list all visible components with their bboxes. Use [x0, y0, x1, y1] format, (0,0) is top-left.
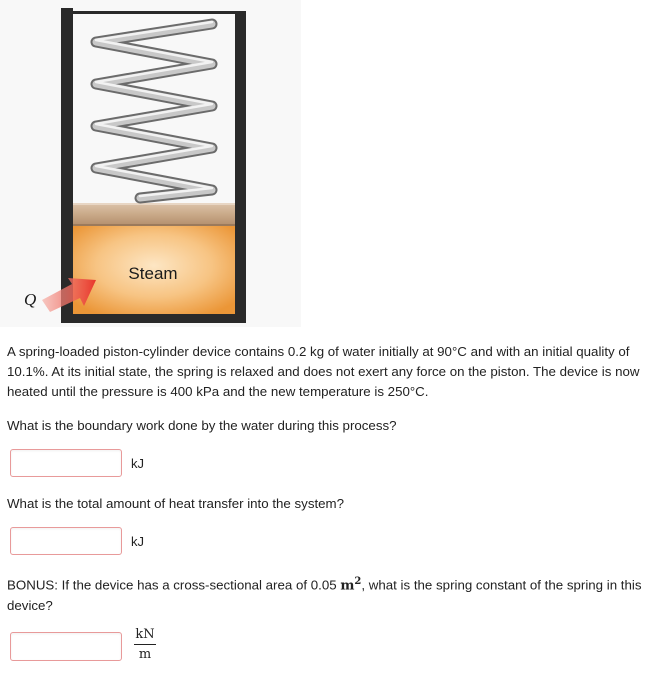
area-unit: m — [340, 578, 355, 594]
steam-label: Steam — [128, 264, 178, 283]
bonus-text-after: , what is the spring constant of the spring in this device? — [7, 577, 642, 614]
bonus-text-before: BONUS: If the device has a cross-sectional area of 0.05 — [7, 577, 341, 593]
unit-numerator: kN — [135, 627, 155, 642]
boundary-work-input[interactable] — [10, 449, 122, 477]
cylinder-right-wall — [235, 14, 246, 321]
piston-cylinder-figure — [0, 0, 301, 327]
boundary-work-unit: kJ — [131, 456, 144, 471]
piston — [73, 203, 235, 226]
area-exponent: 2 — [354, 576, 362, 587]
cylinder-top-stop — [61, 11, 246, 14]
spring-constant-unit — [133, 627, 157, 662]
heat-transfer-input[interactable] — [10, 527, 122, 555]
spring-constant-input[interactable] — [10, 632, 122, 661]
piston-cylinder-diagram — [0, 0, 301, 327]
bonus-question — [7, 572, 645, 616]
cylinder-bottom — [61, 314, 246, 323]
unit-denominator: m — [138, 647, 152, 662]
cylinder-left-wall — [61, 8, 73, 321]
heat-transfer-unit: kJ — [131, 534, 144, 549]
question-boundary-work: What is the boundary work done by the water during this process? — [7, 418, 397, 433]
heat-label: Q — [24, 290, 37, 309]
question-heat-transfer: What is the total amount of heat transfer into the system? — [7, 496, 345, 511]
problem-statement: A spring-loaded piston-cylinder device contains 0.2 kg of water initially at 90°C and with an initial quality of 10.1%. At its initial state, the spring is relaxed and does not exert any force on the piston. The device is now heated until the pressure is 400 kPa and the new temperature is 250°C. — [7, 344, 640, 399]
